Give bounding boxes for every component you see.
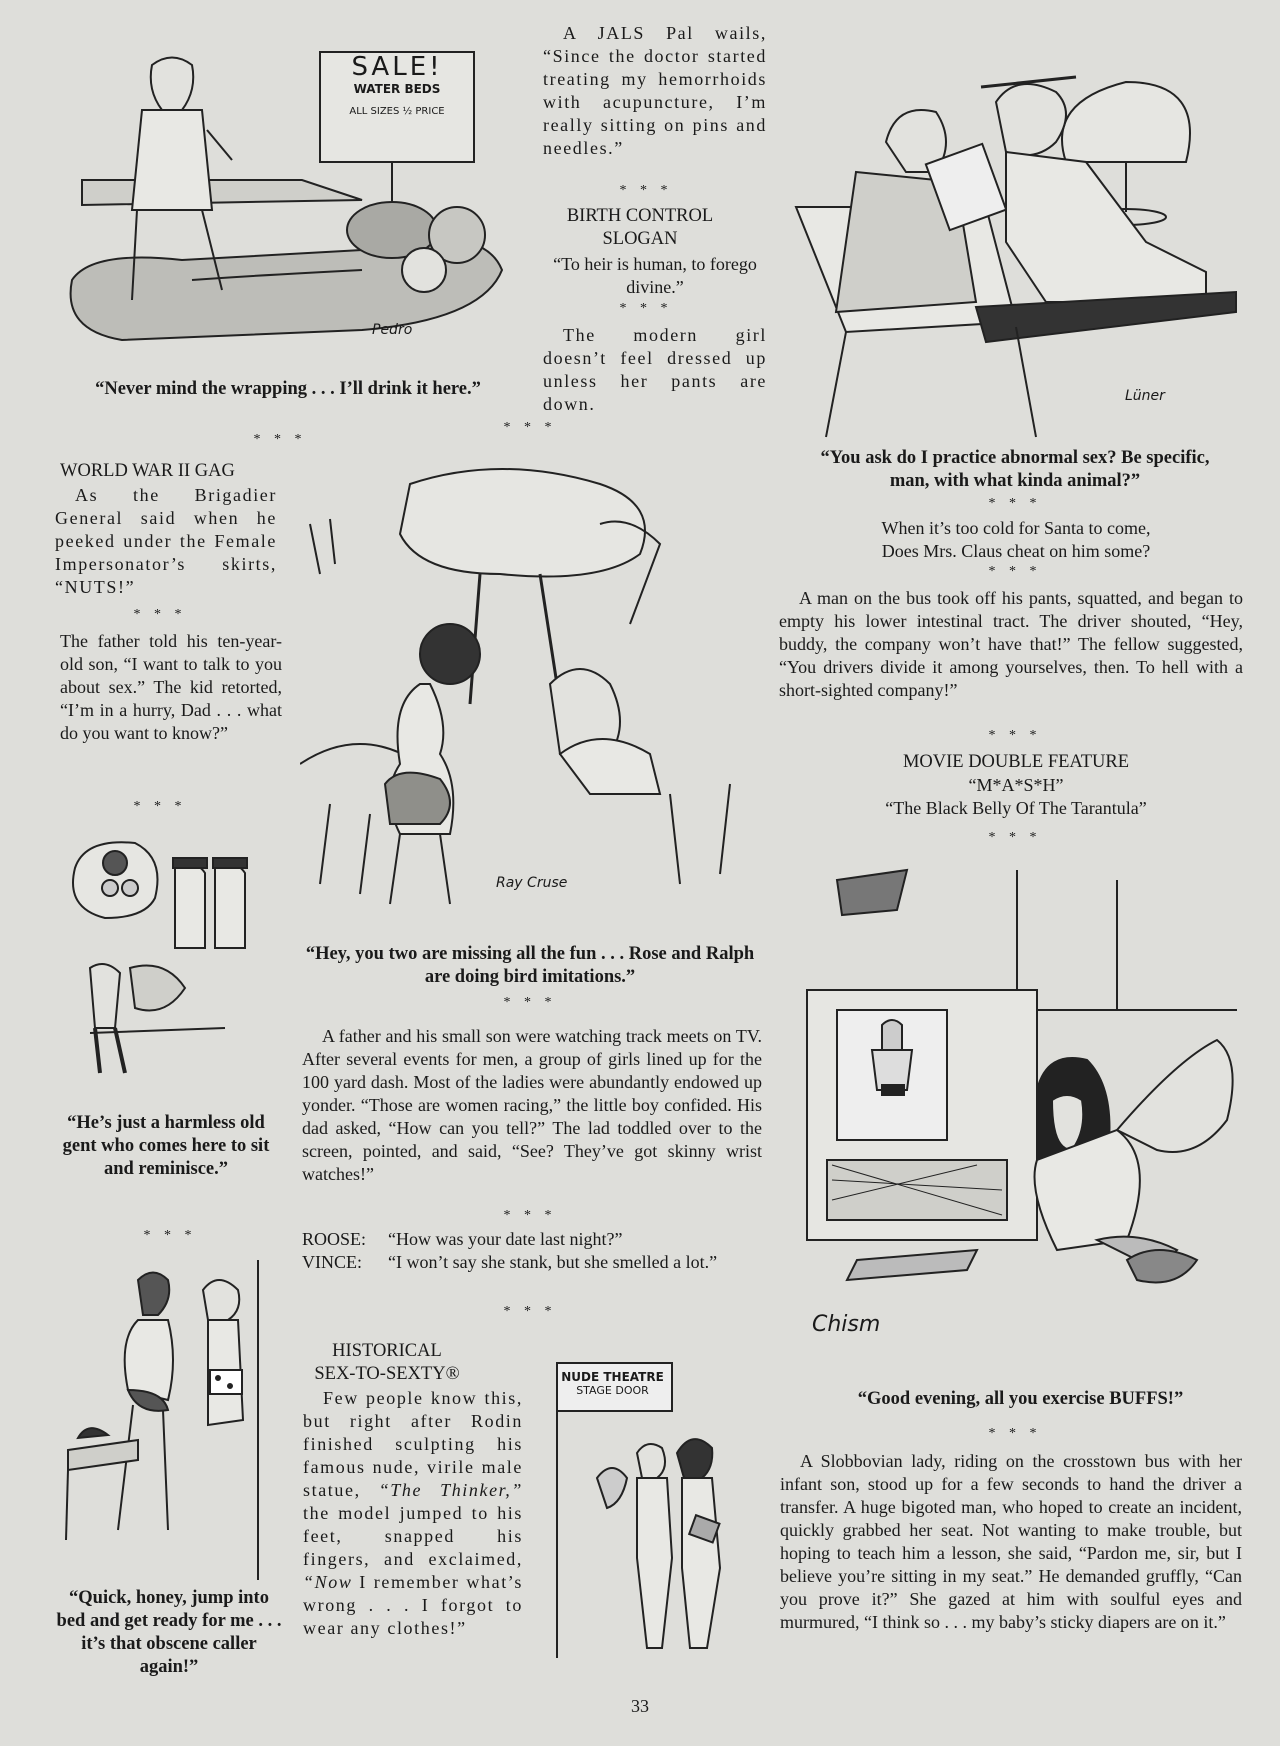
waterbed-artist-signature: Pedro [372, 322, 413, 338]
separator-stars: * * * [143, 1228, 197, 1243]
ww2-body: As the Brigadier General said when he peeked under the Female Impersonator’s skirts, “NUTS!” [55, 485, 277, 597]
historical-text-e: I remember what’s wrong . . . I forgot to wear any clothes!” [303, 1572, 523, 1638]
therapist-artist-signature: Lüner [1125, 388, 1165, 404]
waterbed-sign-price: ALL SIZES ½ PRICE [349, 106, 445, 117]
separator-stars: * * * [503, 1208, 557, 1223]
santa-line-2: Does Mrs. Claus cheat on him some? [881, 541, 1151, 561]
movie-double-feature [786, 751, 1246, 820]
therapist-caption: “You ask do I practice abnormal sex? Be specific, man, with what kinda animal?” [820, 448, 1210, 491]
modern-girl-joke: The modern girl doesn’t feel dressed up unless her pants are down. [543, 325, 767, 414]
historical-title-line1: HISTORICAL [332, 1341, 442, 1361]
speaker-vince: VINCE: [302, 1252, 362, 1272]
park-bench-cartoon [55, 828, 275, 1086]
date-dialogue [302, 1228, 762, 1274]
separator-stars: * * * [988, 830, 1042, 845]
dialogue-line [302, 1228, 762, 1251]
historical-text-d: “Now [303, 1572, 353, 1592]
separator-stars: * * * [619, 183, 673, 198]
vince-line: “I won’t say she stank, but she smelled a lot.” [388, 1252, 718, 1272]
dialogue-line [302, 1251, 762, 1274]
father-son-joke: The father told his ten-year-old son, “I want to talk to you about sex.” The kid retorted, “I’m in a hurry, Dad . . . what do you want to know?” [60, 631, 282, 743]
separator-stars: * * * [503, 420, 557, 435]
slobbovian-joke: A Slobbovian lady, riding on the crosstown bus with her infant son, stood up for a few seconds to hand the driver a transfer. A huge bigoted man, who hoped to create an incident, quickly grabbed her seat. Not wanting to make trouble, but hoping to teach him a lesson, she said, “Pardon me, sir, but I believe you’re sitting in my seat.” He demanded gruffly, “Can you prove it?” She gazed at him with soulful eyes and murmured, “I think so . . . my baby’s sticky diapers are on it.” [780, 1451, 1242, 1632]
waterbed-sign [320, 52, 474, 117]
bird-imitations-cartoon [300, 464, 760, 932]
tv-artist-signature: Chism [812, 1312, 881, 1337]
separator-stars: * * * [503, 1304, 557, 1319]
separator-stars: * * * [133, 607, 187, 622]
separator-stars: * * * [988, 1426, 1042, 1441]
historical-text-c: the model jumped to his feet, snapped his fingers, and exclaimed, [303, 1503, 523, 1569]
track-meet-joke: A father and his small son were watching track meets on TV. After several events for men, a group of girls lined up for the 100 yard dash. Most of the ladies were abundantly endowed up yonder. “Those are women racing,” the little boy confided. His dad asked, “How can you tell?” The lad toddled over to the screen, pointed, and said, “See? They’ve got skinny wrist watches!” [302, 1026, 762, 1184]
historical-body [303, 1387, 523, 1640]
theatre-sign-line1: NUDE THEATRE [561, 1370, 664, 1384]
nude-theatre-cartoon [552, 1358, 762, 1670]
birth-control-body: “To heir is human, to forego divine.” [553, 254, 757, 297]
separator-stars: * * * [503, 995, 557, 1010]
separator-stars: * * * [988, 564, 1042, 579]
bus-joke: A man on the bus took off his pants, squatted, and began to empty his lower intestinal tract. The driver shouted, “Hey, buddy, the company won’t have that!” The fellow suggested, “You drivers divide it among yourselves, then. To hell with a short-sighted company!” [779, 588, 1243, 700]
bird-imitations-caption: “Hey, you two are missing all the fun . . . Rose and Ralph are doing bird imitations.” [305, 944, 755, 987]
tv-exercise-cartoon [797, 860, 1244, 1338]
page-number: 33 [631, 1696, 649, 1716]
separator-stars: * * * [253, 432, 307, 447]
separator-stars: * * * [988, 728, 1042, 743]
ww2-title: WORLD WAR II GAG [60, 461, 235, 481]
historical-text-a: Few people know this, but right after Rodin finished sculpting his famous nude, virile male statue, [303, 1388, 523, 1500]
movie-title: MOVIE DOUBLE FEATURE [902, 752, 1130, 772]
waterbed-sign-title: SALE! [351, 52, 443, 82]
waterbed-caption: “Never mind the wrapping . . . I’ll drink it here.” [95, 379, 481, 399]
birds-artist-signature: Ray Cruse [496, 875, 568, 891]
obscene-caller-caption: “Quick, honey, jump into bed and get ready for me . . . it’s that obscene caller again!” [56, 1588, 282, 1677]
separator-stars: * * * [988, 496, 1042, 511]
historical-title-line2: SEX-TO-SEXTY® [314, 1364, 460, 1384]
movie-line-2: “The Black Belly Of The Tarantula” [885, 798, 1147, 818]
therapist-cartoon [786, 42, 1238, 438]
obscene-caller-cartoon [58, 1260, 283, 1580]
acupuncture-joke: A JALS Pal wails, “Since the doctor started treating my hemorrhoids with acupuncture, I’m really sitting on pins and needles.” [543, 23, 767, 158]
waterbed-sign-subtitle: WATER BEDS [353, 82, 441, 96]
nude-theatre-sign [560, 1370, 665, 1397]
theatre-sign-line2: STAGE DOOR [576, 1384, 649, 1397]
separator-stars: * * * [133, 799, 187, 814]
birth-control-title: BIRTH CONTROL SLOGAN [566, 206, 714, 249]
separator-stars: * * * [619, 301, 673, 316]
historical-text-b: “The Thinker,” [378, 1480, 523, 1500]
park-bench-caption: “He’s just a harmless old gent who comes here to sit and reminisce.” [62, 1113, 270, 1179]
tv-exercise-caption: “Good evening, all you exercise BUFFS!” [857, 1389, 1184, 1409]
historical-title [302, 1340, 472, 1386]
speaker-roose: ROOSE: [302, 1229, 367, 1249]
roose-line: “How was your date last night?” [388, 1229, 623, 1249]
santa-line-1: When it’s too cold for Santa to come, [881, 518, 1151, 538]
santa-rhyme [786, 517, 1246, 563]
movie-line-1: “M*A*S*H” [968, 775, 1064, 795]
